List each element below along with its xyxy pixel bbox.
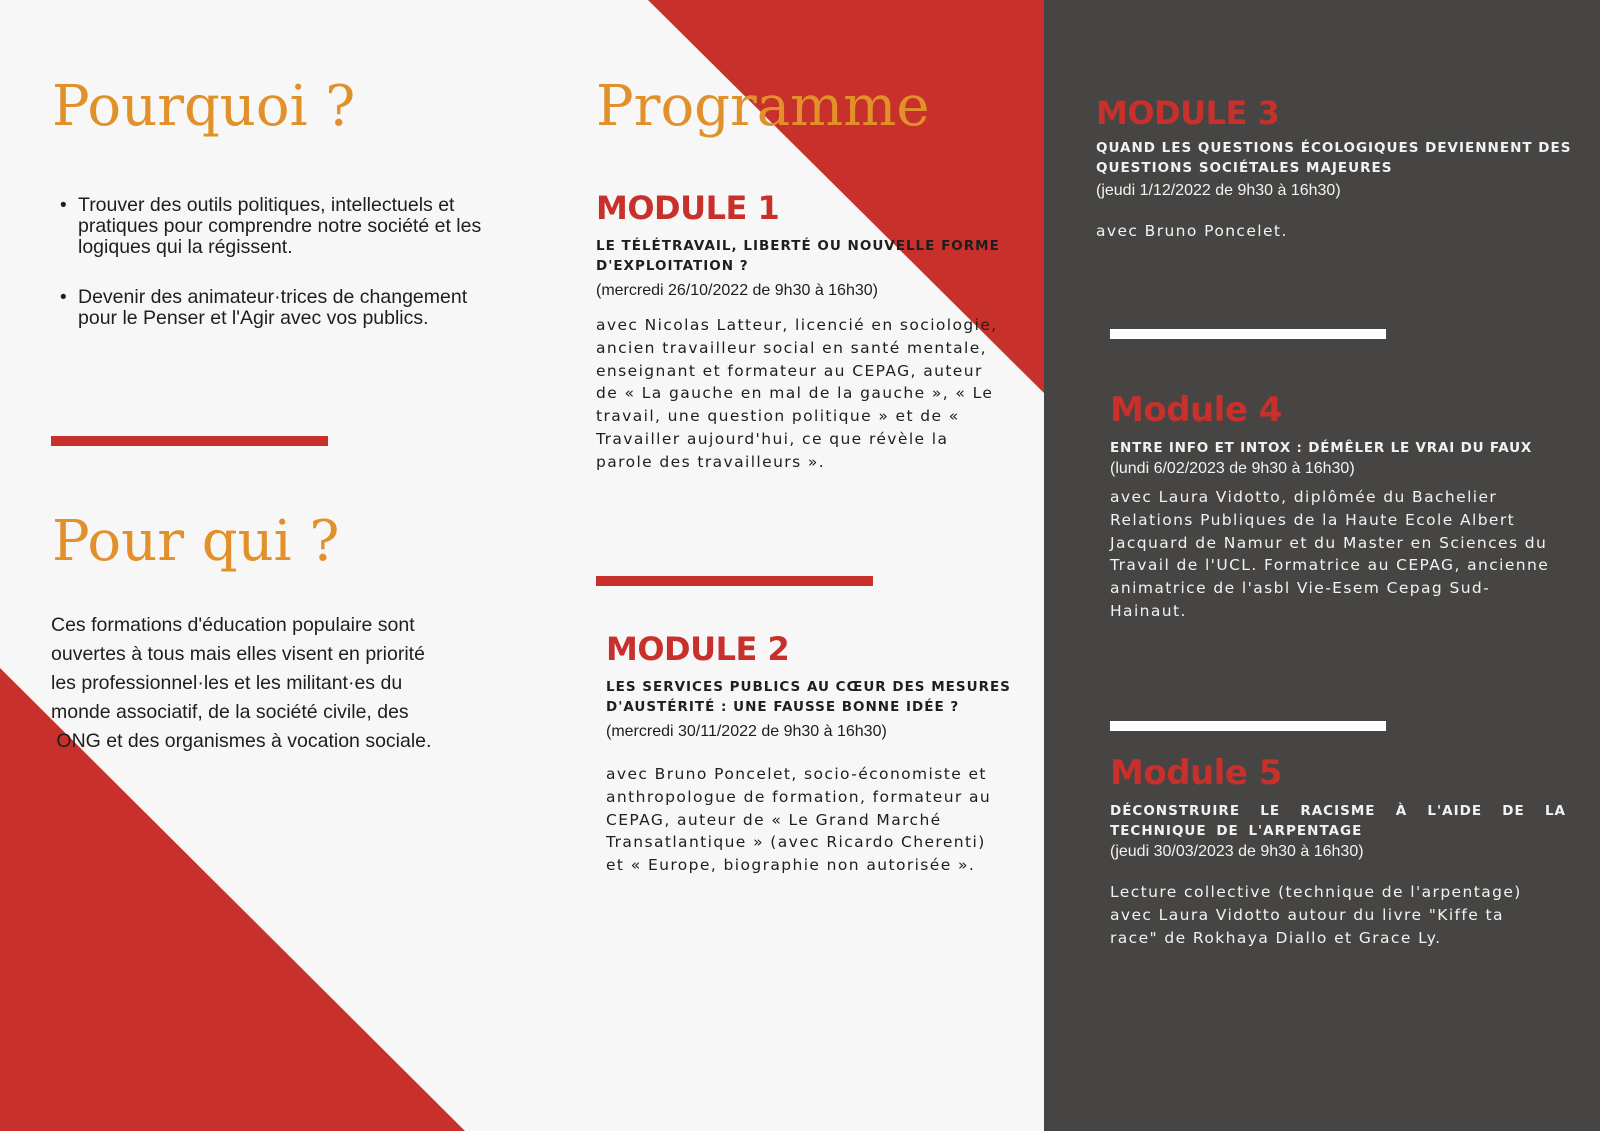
module-5-date: (jeudi 30/03/2023 de 9h30 à 16h30) (1110, 843, 1364, 860)
module-3-subtitle: QUAND LES QUESTIONS ÉCOLOGIQUES DEVIENNENT DES QUESTIONS SOCIÉTALES MAJEURES (1096, 140, 1572, 176)
module-1 (596, 189, 1036, 474)
section-divider (1110, 721, 1386, 731)
module-5 (1110, 753, 1570, 949)
pourquoi-list (52, 195, 492, 358)
section-divider (51, 436, 328, 446)
module-3-date: (jeudi 1/12/2022 de 9h30 à 16h30) (1096, 182, 1341, 199)
module-1-date: (mercredi 26/10/2022 de 9h30 à 16h30) (596, 282, 878, 299)
pourqui-title: Pour qui ? (52, 509, 340, 574)
module-2-body: avec Bruno Poncelet, socio-économiste et anthropologue de formation, formateur au CEPAG, auteur de « Le Grand Marché Transatlantique » (avec Ricardo Cherenti) et « Europe, biographie non autorisée ». (606, 765, 992, 875)
module-2 (606, 630, 1036, 877)
section-divider (596, 576, 873, 586)
bullet-icon: • (60, 287, 67, 308)
module-2-date: (mercredi 30/11/2022 de 9h30 à 16h30) (606, 723, 887, 740)
pourquoi-title: Pourquoi ? (52, 74, 356, 139)
module-5-body: Lecture collective (technique de l'arpentage) avec Laura Vidotto autour du livre "Kiffe ta race" de Rokhaya Diallo et Grace Ly. (1110, 883, 1522, 947)
module-1-subtitle: LE TÉLÉTRAVAIL, LIBERTÉ OU NOUVELLE FORME D'EXPLOITATION ? (596, 238, 1000, 274)
pourqui-paragraph: Ces formations d'éducation populaire sont ouvertes à tous mais elles visent en priorité les professionnel·les et les militant·es du monde associatif, de la société civile, des ONG et des organismes à vocation sociale. (51, 614, 432, 752)
module-5-title: Module 5 (1110, 753, 1282, 793)
module-4-body: avec Laura Vidotto, diplômée du Bachelier Relations Publiques de la Haute Ecole Albert Jacquard de Namur et du Master en Sciences du Travail de l'UCL. Formatrice au CEPAG, ancienne animatrice de l'asbl Vie-Esem Cepag Sud-Hainaut. (1110, 488, 1550, 620)
section-divider (1110, 329, 1386, 339)
module-3 (1096, 94, 1576, 243)
module-1-title: MODULE 1 (596, 189, 780, 227)
module-1-body: avec Nicolas Latteur, licencié en sociologie, ancien travailleur social en santé mentale, enseignant et formateur au CEPAG, auteur de « La gauche en mal de la gauche », « Le travail, une question politique » et de « Travailler aujourd'hui, ce que révèle la parole des travailleurs ». (596, 316, 998, 471)
module-4-subtitle: ENTRE INFO ET INTOX : DÉMÊLER LE VRAI DU FAUX (1110, 440, 1533, 456)
module-2-subtitle: LES SERVICES PUBLICS AU CŒUR DES MESURES D'AUSTÉRITÉ : UNE FAUSSE BONNE IDÉE ? (606, 679, 1011, 715)
module-2-title: MODULE 2 (606, 630, 790, 668)
list-item: • Trouver des outils politiques, intellectuels et pratiques pour comprendre notre société et les logiques qui la régissent. (60, 194, 482, 258)
module-4-title: Module 4 (1110, 390, 1282, 430)
module-5-subtitle: DÉCONSTRUIRE LE RACISME À L'AIDE DE LA TECHNIQUE DE L'ARPENTAGE (1110, 803, 1566, 839)
bullet-icon: • (60, 195, 67, 216)
programme-title: Programme (596, 74, 930, 139)
module-4-date: (lundi 6/02/2023 de 9h30 à 16h30) (1110, 460, 1355, 477)
module-3-body: avec Bruno Poncelet. (1096, 222, 1288, 240)
module-4 (1110, 390, 1580, 623)
module-3-title: MODULE 3 (1096, 94, 1280, 132)
list-item: • Devenir des animateur·trices de changement pour le Penser et l'Agir avec vos publics. (60, 286, 468, 329)
